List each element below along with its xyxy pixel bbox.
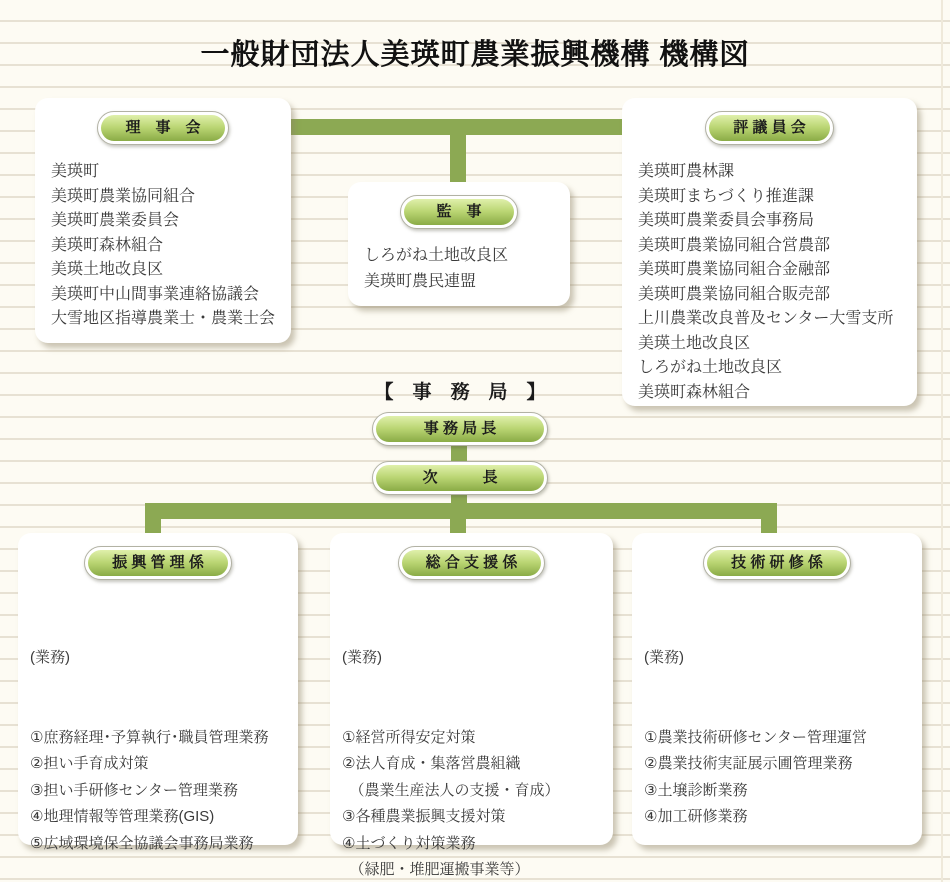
task-line: ③担い手研修センター管理業務 — [30, 781, 238, 799]
task-line: （緑肥・堆肥運搬事業等） — [342, 861, 530, 878]
auditors-label: 監 事 — [404, 199, 514, 225]
tasks-header: (業務) — [342, 649, 382, 666]
task-line: ④加工研修業務 — [644, 808, 748, 825]
councilor-member: 美瑛町農林課 — [638, 163, 735, 180]
board-member: 大雪地区指導農業士・農業士会 — [51, 310, 276, 327]
technical-training-tasks — [632, 580, 922, 882]
task-line: ②農業技術実証展示圃管理業務 — [644, 755, 853, 772]
general-support-card — [330, 533, 613, 878]
task-line: ②法人育成・集落営農組織 — [342, 755, 521, 772]
technical-training-pill — [703, 546, 851, 580]
general-support-tasks — [330, 580, 613, 882]
promotion-management-label: 振 興 管 理 係 — [88, 550, 228, 576]
councilor-member: 美瑛町農業委員会事務局 — [638, 212, 815, 229]
board-member: 美瑛町農業委員会 — [51, 212, 180, 229]
auditor-member: 美瑛町農民連盟 — [364, 273, 477, 290]
board-of-directors-card — [35, 98, 291, 343]
promotion-management-tasks — [18, 580, 298, 882]
task-line: ①農業技術研修センター管理運営 — [644, 728, 867, 746]
board-of-directors-pill — [97, 111, 228, 145]
promotion-management-card — [18, 533, 298, 852]
councilor-member: 上川農業改良普及センター大雪支所 — [638, 310, 894, 327]
councilor-member: しろがね土地改良区 — [638, 359, 783, 376]
promotion-management-pill — [84, 546, 232, 580]
board-member: 美瑛町森林組合 — [51, 236, 164, 254]
councilor-member-list — [622, 145, 917, 405]
secretariat-director-pill — [372, 412, 548, 446]
general-support-label: 総 合 支 援 係 — [402, 550, 542, 576]
councilor-member: 美瑛町まちづくり推進課 — [638, 187, 814, 205]
board-member-list — [35, 145, 291, 332]
task-list — [644, 725, 918, 831]
councilors-card — [622, 98, 917, 406]
councilors-label: 評 議 員 会 — [709, 115, 830, 141]
paper-edge-line — [941, 0, 943, 882]
task-list — [342, 725, 609, 882]
task-list — [30, 725, 294, 858]
task-line: ③各種農業振興支援対策 — [342, 808, 506, 825]
secretariat-section-label: 【 事 務 局 】 — [374, 382, 546, 403]
task-line: ④地理情報等管理業務(GIS) — [30, 808, 215, 825]
task-line: （農業生産法人の支援・育成） — [342, 781, 560, 799]
task-line: ④土づくり対策業務 — [342, 834, 476, 852]
tasks-header: (業務) — [644, 649, 684, 666]
board-of-directors-label: 理 事 会 — [101, 115, 224, 141]
auditors-pill — [400, 195, 518, 229]
deputy-director-label: 次 長 — [376, 465, 544, 491]
technical-training-card — [632, 533, 922, 845]
top-connector-vertical-stub — [450, 125, 466, 185]
councilor-member: 美瑛町農業協同組合営農部 — [638, 236, 831, 254]
tasks-header: (業務) — [30, 649, 70, 666]
task-line: ②担い手育成対策 — [30, 755, 149, 772]
councilor-member: 美瑛町農業協同組合金融部 — [638, 261, 831, 278]
councilor-member: 美瑛土地改良区 — [638, 334, 751, 352]
task-line: ⑤広域環境保全協議会事務局業務 — [30, 834, 254, 852]
auditor-member-list — [348, 229, 570, 295]
task-line: ①庶務経理･予算執行･職員管理業務 — [30, 728, 269, 746]
general-support-pill — [398, 546, 546, 580]
board-member: 美瑛町農業協同組合 — [51, 187, 196, 205]
page-title: 一般財団法人美瑛町農業振興機構 機構図 — [200, 39, 750, 71]
task-line: ③土壌診断業務 — [644, 781, 748, 799]
councilor-member: 美瑛町森林組合 — [638, 383, 751, 401]
deputy-director-pill — [372, 461, 548, 495]
councilors-pill — [705, 111, 834, 145]
councilor-member: 美瑛町農業協同組合販売部 — [638, 285, 831, 303]
secretariat-director-label: 事 務 局 長 — [376, 416, 544, 442]
board-member: 美瑛町 — [51, 163, 100, 180]
technical-training-label: 技 術 研 修 係 — [707, 550, 847, 576]
board-member: 美瑛土地改良区 — [51, 261, 164, 278]
auditors-card — [348, 182, 570, 306]
task-line: ①経営所得安定対策 — [342, 728, 476, 746]
auditor-member: しろがね土地改良区 — [364, 247, 509, 264]
board-member: 美瑛町中山間事業連絡協議会 — [51, 285, 260, 303]
